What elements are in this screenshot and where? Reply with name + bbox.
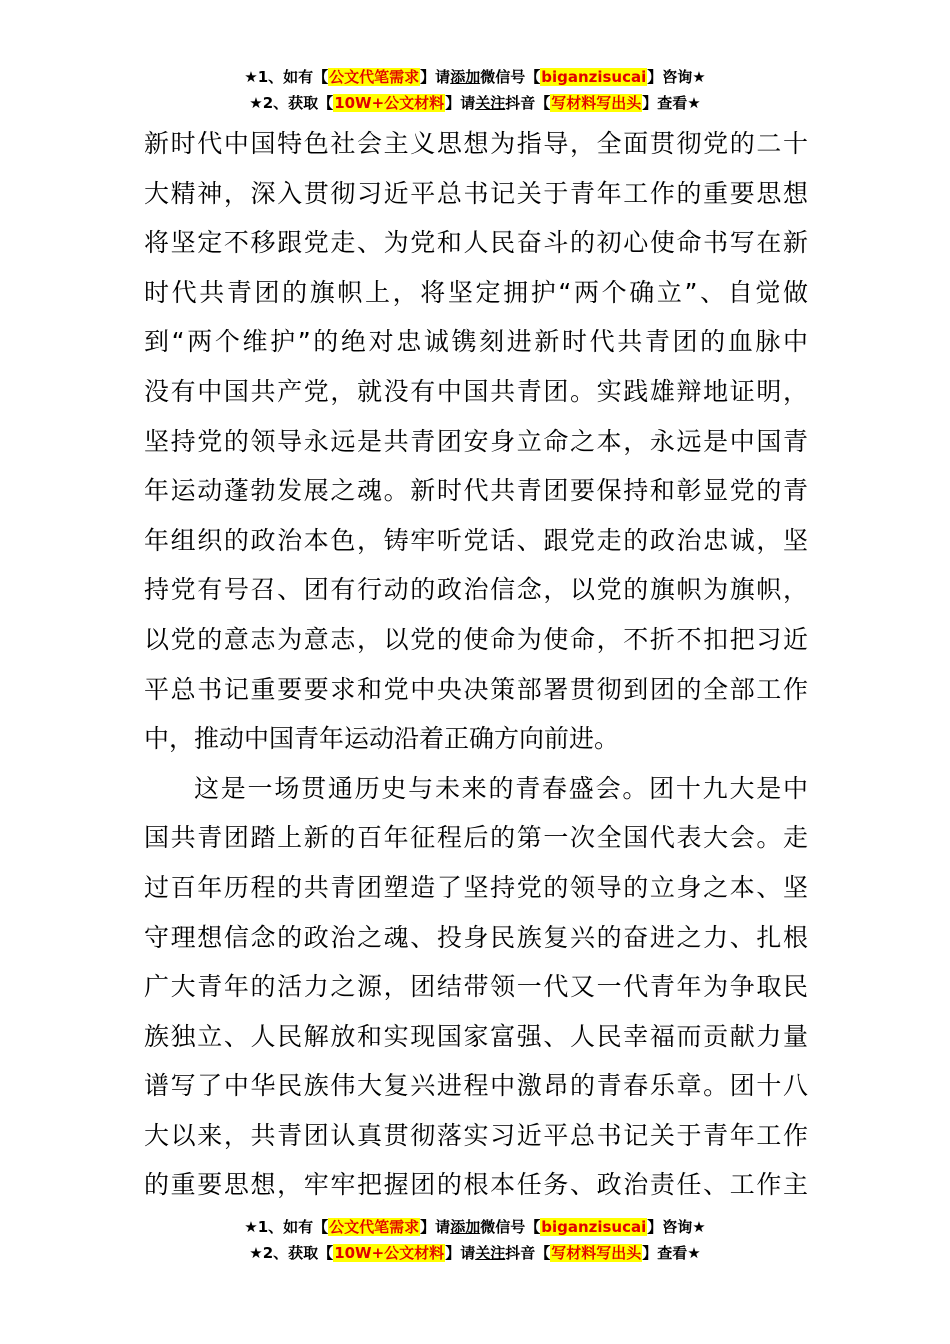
text-line: 族独立、人民解放和实现国家富强、人民幸福而贡献力量 xyxy=(144,1021,808,1051)
text-line: 谱写了中华民族伟大复兴进程中激昂的青春乐章。团十八 xyxy=(144,1071,808,1101)
text-line: 广大青年的活力之源，团结带领一代又一代青年为争取民 xyxy=(144,972,808,1002)
highlight-materials: 10W+公文材料 xyxy=(334,1244,445,1262)
paragraph-start-line: 这是一场贯通历史与未来的青春盛会。团十九大是中 xyxy=(194,773,808,803)
banner-line-2: ★2、获取【10W+公文材料】请关注抖音【写材料写出头】查看★ xyxy=(249,1244,701,1262)
highlight-wechat-id: biganzisucai xyxy=(541,68,647,86)
text-line: 将坚定不移跟党走、为党和人民奋斗的初心使命书写在新 xyxy=(144,228,808,258)
highlight-service: 公文代笔需求 xyxy=(329,68,420,86)
text-line: 到“两个维护”的绝对忠诚镌刻进新时代共青团的血脉中 xyxy=(144,327,808,357)
highlight-wechat-id: biganzisucai xyxy=(541,1218,647,1236)
banner-line-1: ★1、如有【公文代笔需求】请添加微信号【biganzisucai】咨询★ xyxy=(244,1218,706,1236)
highlight-douyin: 写材料写出头 xyxy=(551,1244,642,1262)
banner-line-1: ★1、如有【公文代笔需求】请添加微信号【biganzisucai】咨询★ xyxy=(244,68,706,86)
text-line: 大精神，深入贯彻习近平总书记关于青年工作的重要思想 xyxy=(144,178,808,208)
text-line: 过百年历程的共青团塑造了坚持党的领导的立身之本、坚 xyxy=(144,872,808,902)
footer-banner xyxy=(0,1214,950,1266)
banner-line-2: ★2、获取【10W+公文材料】请关注抖音【写材料写出头】查看★ xyxy=(249,94,701,112)
document-body xyxy=(144,119,808,1210)
text-line: 时代共青团的旗帜上，将坚定拥护“两个确立”、自觉做 xyxy=(144,277,808,307)
header-banner xyxy=(0,64,950,116)
text-line: 坚持党的领导永远是共青团安身立命之本，永远是中国青 xyxy=(144,426,808,456)
text-line: 年组织的政治本色，铸牢听党话、跟党走的政治忠诚，坚 xyxy=(144,525,808,555)
text-line: 大以来，共青团认真贯彻落实习近平总书记关于青年工作 xyxy=(144,1120,808,1150)
text-line: 年运动蓬勃发展之魂。新时代共青团要保持和彰显党的青 xyxy=(144,476,808,506)
text-line: 中，推动中国青年运动沿着正确方向前进。 xyxy=(144,724,620,754)
highlight-materials: 10W+公文材料 xyxy=(334,94,445,112)
text-line: 持党有号召、团有行动的政治信念，以党的旗帜为旗帜， xyxy=(144,575,808,605)
text-line: 没有中国共产党，就没有中国共青团。实践雄辩地证明， xyxy=(144,376,808,406)
text-line: 国共青团踏上新的百年征程后的第一次全国代表大会。走 xyxy=(144,823,808,853)
text-line: 守理想信念的政治之魂、投身民族复兴的奋进之力、扎根 xyxy=(144,922,808,952)
highlight-douyin: 写材料写出头 xyxy=(551,94,642,112)
text-line: 新时代中国特色社会主义思想为指导，全面贯彻党的二十 xyxy=(144,129,808,158)
text-line: 以党的意志为意志，以党的使命为使命，不折不扣把习近 xyxy=(144,624,808,654)
text-line: 平总书记重要要求和党中央决策部署贯彻到团的全部工作 xyxy=(144,674,808,704)
highlight-service: 公文代笔需求 xyxy=(329,1218,420,1236)
text-line: 的重要思想，牢牢把握团的根本任务、政治责任、工作主 xyxy=(144,1170,808,1200)
